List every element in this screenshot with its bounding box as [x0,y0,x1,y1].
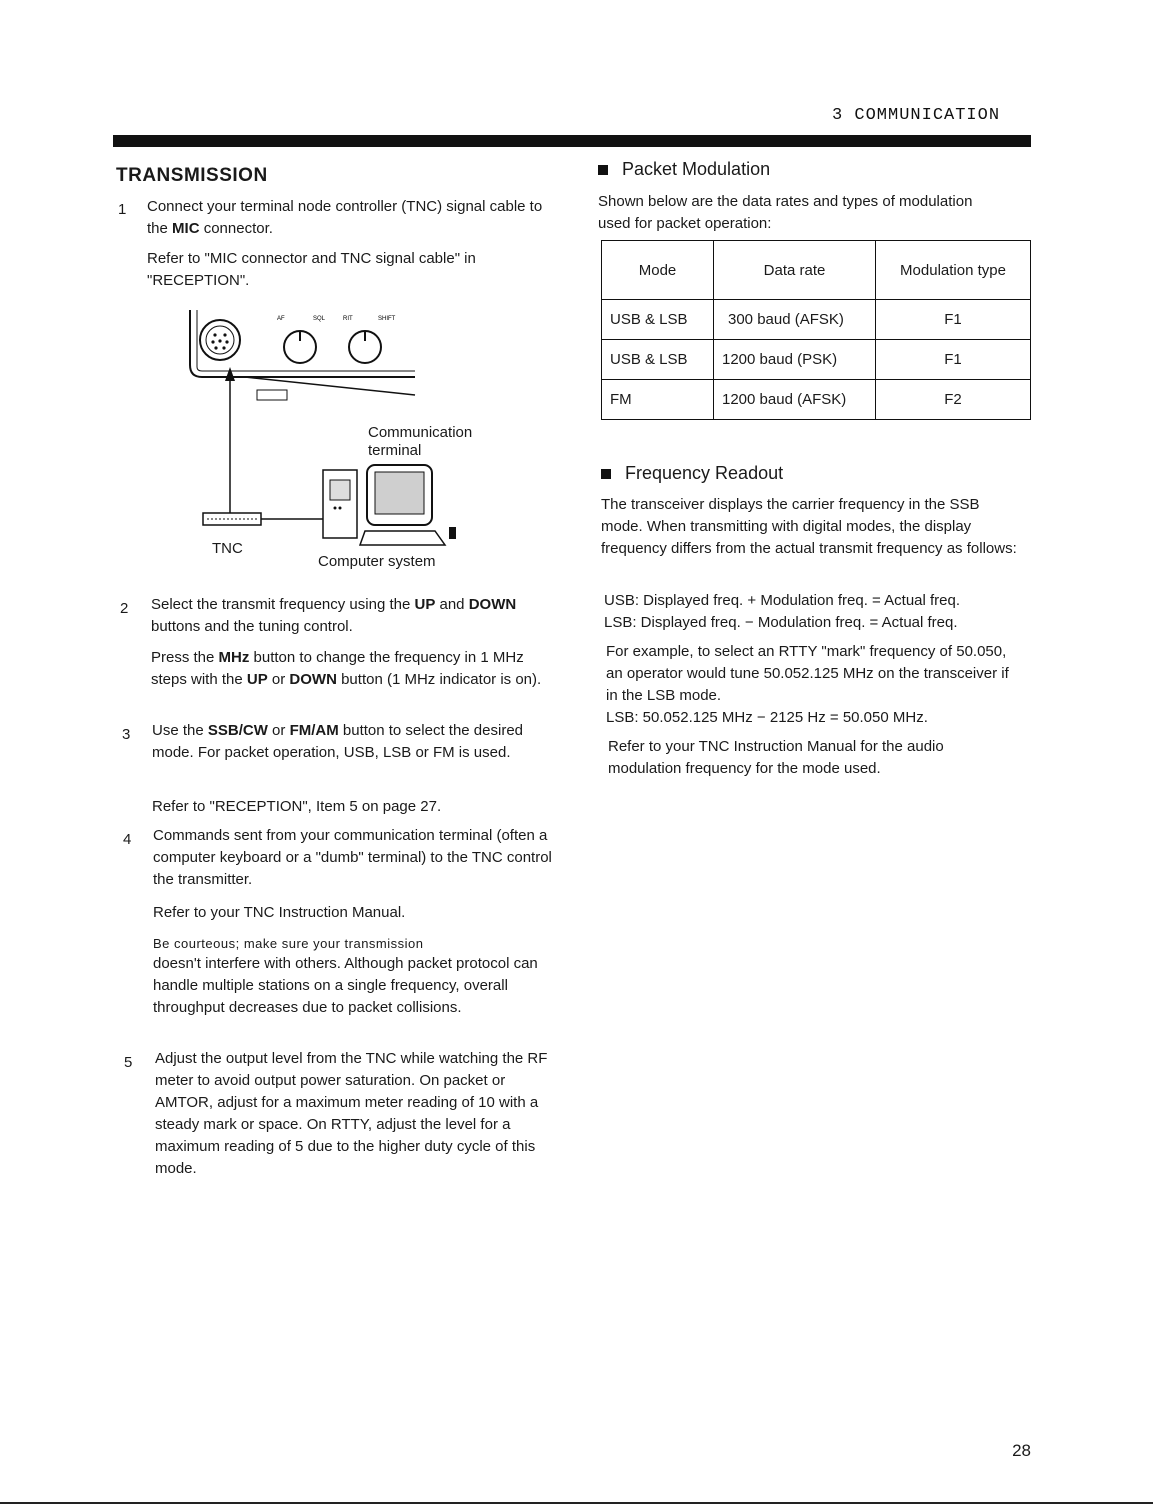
square-bullet-icon [601,469,611,479]
frequency-readout-intro: The transceiver displays the carrier frequency in the SSB mode. When transmitting with digital modes, the display frequency differs from the actual transmit frequency as follows: [601,496,1017,557]
step-number: 4 [123,831,132,848]
header-rule [113,135,1031,147]
step3-refer: Refer to "RECEPTION", Item 5 on page 27. [152,798,442,815]
table-header-cell: Mode [602,241,714,300]
table-header-cell: Modulation type [876,241,1031,300]
step2-mhz-text: Press the MHz button to change the frequency in 1 MHz steps with the UP or DOWN button (1 MHz indicator is on). [151,649,542,688]
step5-text: Adjust the output level from the TNC while watching the RF meter to avoid output power saturation. On packet or AMTOR, adjust for a maximum meter reading of 10 with a steady mark or space. On RTTY, adjust the level for a maximum reading of 5 due to the higher duty cycle of this mode. [155,1050,548,1177]
table-cell: USB & LSB [602,340,714,380]
table-row [602,340,1031,380]
frequency-refer: Refer to your TNC Instruction Manual for the audio modulation frequency for the mode used. [608,738,944,777]
svg-text:SHIFT: SHIFT [378,316,396,322]
step4-text: Commands sent from your communication terminal (often a computer keyboard or a "dumb" terminal) to the TNC control the transmitter. [153,827,552,888]
frequency-example-calc: LSB: 50.052.125 MHz − 2125 Hz = 50.050 MHz. [606,709,928,726]
packet-intro: Shown below are the data rates and types of modulation used for packet operation: [598,193,973,232]
step-number: 5 [124,1054,133,1071]
lsb-formula: LSB: Displayed freq. − Modulation freq. = Actual freq. [604,614,958,631]
tnc-label: TNC [212,540,243,557]
table-row [602,380,1031,420]
square-bullet-icon [598,165,608,175]
packet-modulation-heading: Packet Modulation [598,159,770,180]
step1-refer: Refer to "MIC connector and TNC signal cable" in "RECEPTION". [147,250,476,289]
computer-system-label: Computer system [318,553,436,570]
step4-courtesy-text: doesn't interfere with others. Although packet protocol can handle multiple stations on a single frequency, overall throughput decreases due to packet collisions. [153,955,538,1016]
frequency-example: For example, to select an RTTY "mark" frequency of 50.050, an operator would tune 50.052.125 MHz on the transceiver if in the LSB mode. [606,643,1009,704]
step-number: 3 [122,726,131,743]
table-row [602,300,1031,340]
section-title-transmission: TRANSMISSION [116,165,268,186]
svg-text:RIT: RIT [343,316,353,322]
step-number: 1 [118,201,127,218]
step4-refer: Refer to your TNC Instruction Manual. [153,904,406,921]
footer-rule [0,1502,1153,1504]
table-header-row [602,241,1031,300]
step3-text: Use the SSB/CW or FM/AM button to select the desired mode. For packet operation, USB, LSB or FM is used. [152,722,524,761]
table-cell: F1 [876,340,1031,380]
chapter-header: 3 COMMUNICATION [832,106,1001,125]
step2-text: Select the transmit frequency using the UP and DOWN buttons and the tuning control. [151,596,517,635]
usb-formula: USB: Displayed freq. + Modulation freq. = Actual freq. [604,592,961,609]
page-number: 28 [1012,1441,1031,1460]
table-cell: 1200 baud (PSK) [714,340,876,380]
table-cell: F2 [876,380,1031,420]
table-cell: FM [602,380,714,420]
step-number: 2 [120,600,129,617]
table-cell: F1 [876,300,1031,340]
table-cell: 1200 baud (AFSK) [714,380,876,420]
table-header-cell: Data rate [714,241,876,300]
step4-courtesy-line: Be courteous; make sure your transmission [153,936,424,951]
communication-terminal-label: Communication terminal [368,424,473,459]
table-cell: USB & LSB [602,300,714,340]
table-cell: 300 baud (AFSK) [714,300,876,340]
svg-text:SQL: SQL [313,316,326,322]
svg-text:AF: AF [277,316,285,322]
packet-modulation-table [601,240,1031,420]
frequency-readout-heading: Frequency Readout [601,463,783,484]
step1-text: Connect your terminal node controller (TNC) signal cable to the MIC connector. [147,198,543,237]
